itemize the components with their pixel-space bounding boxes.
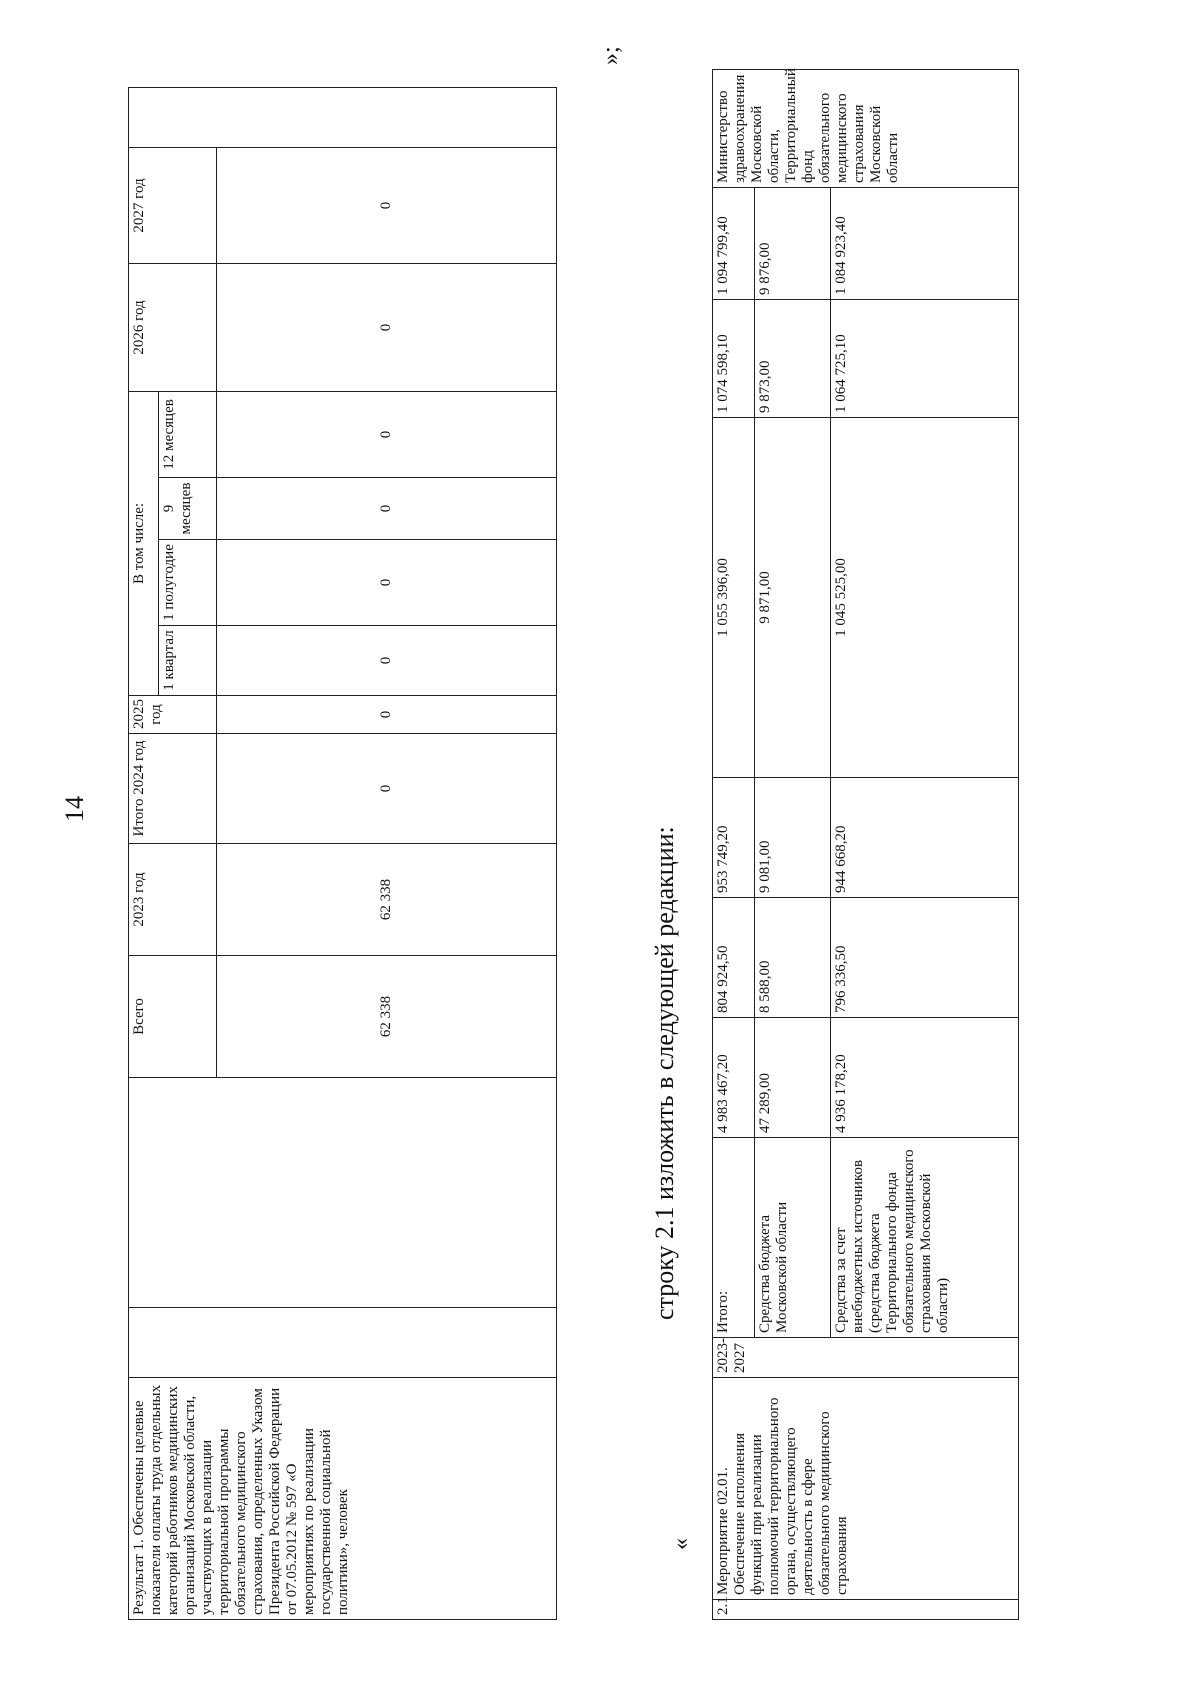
cell-2027: 1 084 923,40 — [831, 188, 1019, 300]
header-incl: В том числе: — [129, 391, 159, 695]
value-2026: 0 — [217, 263, 557, 391]
header-m9: 9 месяцев — [159, 478, 217, 540]
result-cell: Результат 1. Обеспечены целевые показатели оплаты труда отдельных категорий работников медицинских организаций Московской области, участвующих в реализации территориальной программы обязательного медицинского страхования, определенных Указом Президента Российской Федерации от 07.05.2012 № 597 «О мероприятиях по реализации государственной социальной политики», человек — [129, 1378, 557, 1620]
header-2027: 2027 год — [129, 147, 217, 263]
cell-2025: 1 055 396,00 — [713, 418, 755, 778]
cell-2023: 8 588,00 — [755, 898, 831, 1018]
value-2027: 0 — [217, 147, 557, 263]
cell-2027: 9 876,00 — [755, 188, 831, 300]
measure-name: Мероприятие 02.01. Обеспечение исполнения функций при реализации полномочий территориального органа, осуществляющего деятельность в сфере обязательного медицинского страхования — [713, 1378, 1019, 1600]
value-q1: 0 — [217, 626, 557, 696]
header-q1: 1 квартал — [159, 626, 217, 696]
rotated-content — [0, 20, 1150, 1620]
instruction-text: строку 2.1 изложить в следующей редакции: — [650, 826, 679, 1320]
value-2024: 0 — [217, 734, 557, 844]
cell-2024: 944 668,20 — [831, 778, 1019, 898]
header-total-2024: Итого 2024 год — [129, 734, 217, 844]
cell-2027: 1 094 799,40 — [713, 188, 755, 300]
cell-2024: 953 749,20 — [713, 778, 755, 898]
value-h1: 0 — [217, 540, 557, 626]
close-quote: »; — [598, 46, 624, 65]
header-h1: 1 полугодие — [159, 540, 217, 626]
row-number: 2.1 — [713, 1600, 1019, 1620]
cell-2026: 1 074 598,10 — [713, 300, 755, 418]
empty-cell — [129, 1308, 557, 1378]
cell-2024: 9 081,00 — [755, 778, 831, 898]
cell-2025: 1 045 525,00 — [831, 418, 1019, 778]
value-total: 62 338 — [217, 956, 557, 1078]
cell-2023: 796 336,50 — [831, 898, 1019, 1018]
cell-total: 4 936 178,20 — [831, 1018, 1019, 1138]
cell-2023: 804 924,50 — [713, 898, 755, 1018]
result-table — [128, 87, 557, 1620]
value-m9: 0 — [217, 478, 557, 540]
cell-total: 4 983 467,20 — [713, 1018, 755, 1138]
header-m12: 12 месяцев — [159, 391, 217, 477]
page-number: 14 — [60, 796, 89, 822]
header-2025: 2025 год — [129, 696, 217, 734]
measure-table — [712, 69, 1019, 1620]
empty-cell — [129, 1078, 557, 1308]
header-total: Всего — [129, 956, 217, 1078]
source-total: Итого: — [713, 1138, 755, 1338]
source-offbudget: Средства за счет внебюджетных источников (средства бюджета Территориального фонда обязательного медицинского страхования Московской области) — [831, 1138, 1019, 1338]
header-2023: 2023 год — [129, 844, 217, 956]
cell-2026: 9 873,00 — [755, 300, 831, 418]
cell-2025: 9 871,00 — [755, 418, 831, 778]
value-m12: 0 — [217, 391, 557, 477]
period: 2023-2027 — [713, 1338, 1019, 1378]
open-quote: « — [668, 1538, 694, 1550]
value-2023: 62 338 — [217, 844, 557, 956]
source-budget: Средства бюджета Московской области — [755, 1138, 831, 1338]
cell-2026: 1 064 725,10 — [831, 300, 1019, 418]
empty-cell — [129, 87, 557, 147]
value-2025: 0 — [217, 696, 557, 734]
header-2026: 2026 год — [129, 263, 217, 391]
responsible: Министерство здравоохранения Московской области, Территориальный фонд обязательного медицинского страхования Московской области — [713, 70, 1019, 188]
cell-total: 47 289,00 — [755, 1018, 831, 1138]
